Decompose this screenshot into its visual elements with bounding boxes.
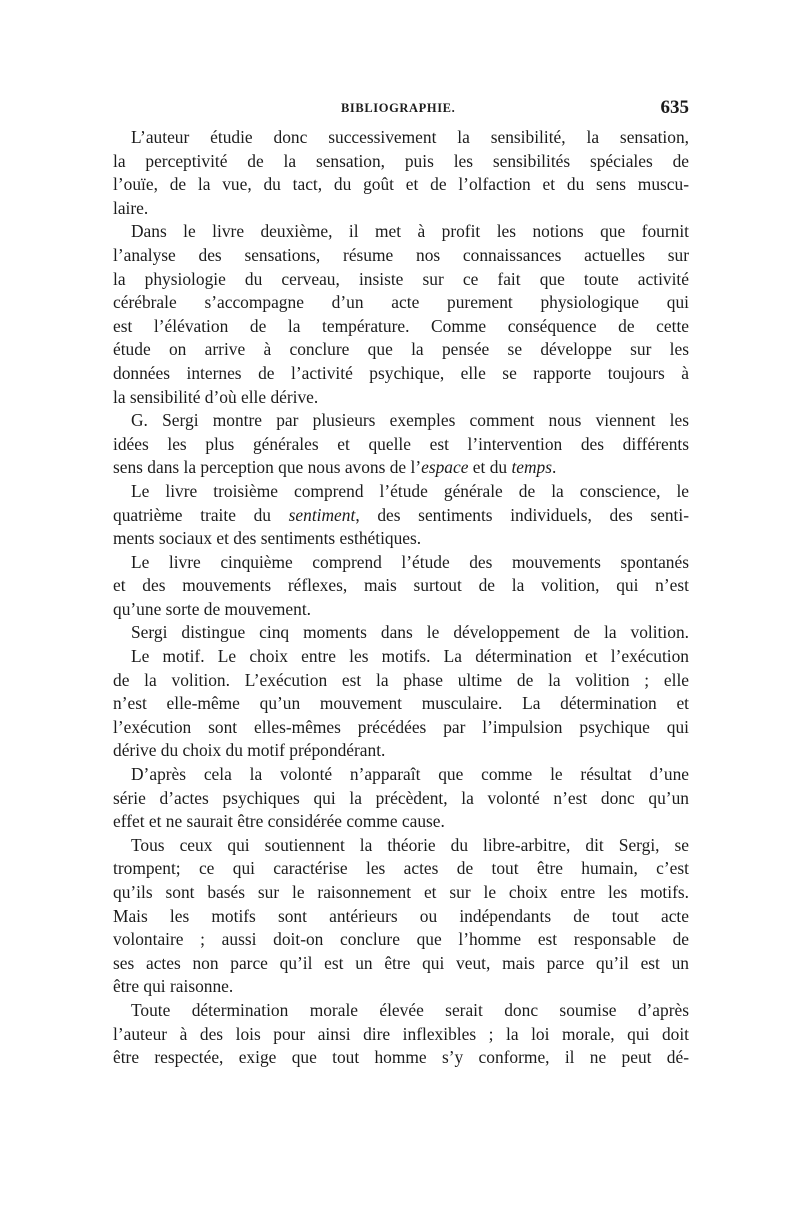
text-line: trompent; ce qui caractérise les actes de tout être humain, c’est [113, 858, 689, 879]
text-line: l’ouïe, de la vue, du tact, du goût et de l’olfaction et du sens muscu- [113, 174, 689, 195]
text-line: Sergi distingue cinq moments dans le développement de la volition. [131, 622, 689, 643]
page-number: 635 [660, 97, 689, 118]
text-line: être respectée, exige que tout homme s’y conforme, il ne peut dé- [113, 1047, 689, 1068]
text-segment: quatrième traite du [113, 504, 289, 525]
text-line: être qui raisonne. [113, 976, 234, 997]
text-line: Mais les motifs sont antérieurs ou indépendants de tout acte [113, 905, 689, 926]
text-line: Toute détermination morale élevée serait donc soumise d’après [131, 999, 689, 1020]
text-line: n’est elle-même qu’un mouvement musculaire. La détermination et [113, 693, 689, 714]
text-line: l’analyse des sensations, résume nos connaissances actuelles sur [113, 244, 689, 265]
text-line: Le livre troisième comprend l’étude générale de la conscience, le [131, 480, 689, 501]
text-line [113, 456, 689, 480]
text-line: ments sociaux et des sentiments esthétiques. [113, 528, 422, 549]
text-segment: sens dans la perception que nous avons de l’ [113, 457, 422, 478]
text-line: la perceptivité de la sensation, puis les sensibilités spéciales de [113, 150, 689, 171]
italic-term: espace [421, 457, 469, 478]
text-line: ses actes non parce qu’il est un être qui veut, mais parce qu’il est un [113, 952, 689, 973]
text-line: la physiologie du cerveau, insiste sur ce fait que toute activité [113, 268, 689, 289]
text-line: de la volition. L’exécution est la phase ultime de la volition ; elle [113, 669, 689, 690]
italic-term: sentiment [288, 504, 356, 525]
text-line: volontaire ; aussi doit-on conclure que l’homme est responsable de [113, 929, 689, 950]
text-line: est l’élévation de la température. Comme conséquence de cette [113, 315, 689, 336]
text-line: L’auteur étudie donc successivement la sensibilité, la sensation, [131, 127, 689, 147]
text-line: données internes de l’activité psychique, elle se rapporte toujours à [113, 362, 689, 383]
text-line: et des mouvements réflexes, mais surtout de la volition, qui n’est [113, 575, 689, 596]
text-line: effet et ne saurait être considérée comme cause. [113, 811, 445, 832]
text-line: laire. [113, 197, 149, 218]
text-line: qu’une sorte de mouvement. [113, 598, 312, 619]
text-line: étude on arrive à conclure que la pensée se développe sur les [113, 339, 689, 360]
text-line: l’exécution sont elles-mêmes précédées par l’impulsion psychique qui [113, 716, 689, 737]
running-head: BIBLIOGRAPHIE. [341, 101, 456, 115]
italic-term: temps [511, 457, 553, 478]
text-line: idées les plus générales et quelle est l’intervention des différents [113, 433, 689, 454]
text-line: Tous ceux qui soutiennent la théorie du libre-arbitre, dit Sergi, se [131, 834, 689, 855]
text-line: cérébrale s’accompagne d’un acte purement physiologique qui [113, 292, 689, 313]
page-header [113, 97, 689, 123]
text-line: Dans le livre deuxième, il met à profit les notions que fournit [131, 221, 689, 242]
text-line: qu’ils sont basés sur le raisonnement et sur le choix entre les motifs. [113, 882, 689, 902]
text-segment: . [552, 457, 557, 478]
text-line: dérive du choix du motif prépondérant. [113, 740, 386, 761]
text-segment: et du [468, 457, 512, 478]
body-text [113, 126, 689, 1070]
text-line [113, 504, 689, 528]
text-line: D’après cela la volonté n’apparaît que comme le résultat d’une [131, 764, 689, 785]
text-line: Le motif. Le choix entre les motifs. La détermination et l’exécution [131, 646, 689, 667]
text-line: Le livre cinquième comprend l’étude des mouvements spontanés [131, 551, 689, 572]
text-line: série d’actes psychiques qui la précèdent, la volonté n’est donc qu’un [113, 787, 689, 808]
text-line: G. Sergi montre par plusieurs exemples comment nous viennent les [131, 410, 689, 431]
text-line: l’auteur à des lois pour ainsi dire inflexibles ; la loi morale, qui doit [113, 1023, 689, 1044]
text-segment: , des sentiments individuels, des senti- [355, 504, 690, 525]
text-line: la sensibilité d’où elle dérive. [113, 386, 319, 407]
